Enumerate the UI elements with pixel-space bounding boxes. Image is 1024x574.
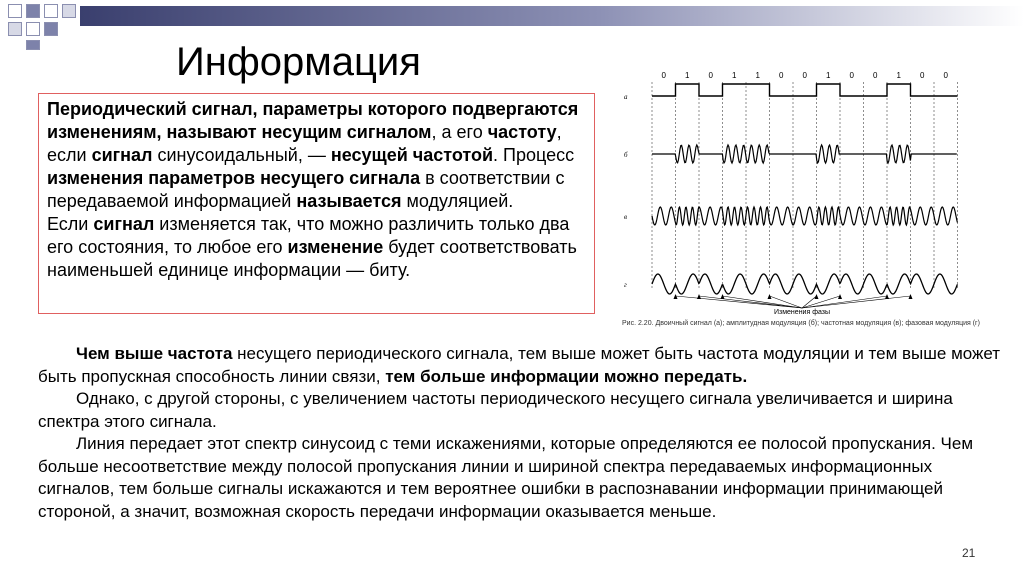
definition-paragraph-1 [47, 98, 594, 213]
bit-label: 1 [896, 71, 901, 80]
body-paragraph-1 [38, 343, 1004, 388]
text-run: несущего периодического сигнала, тем выше может быть частота модуляции и тем выше может быть пропускная способность линии связи, [38, 344, 1001, 386]
phase-arrow [723, 296, 803, 308]
page-number: 21 [962, 546, 976, 560]
text-run: , если [47, 122, 562, 165]
header-gradient-bar [80, 6, 1024, 26]
bit-label: 1 [685, 71, 690, 80]
bold-run: изменения параметров несущего сигнала [47, 168, 421, 188]
bit-label: 0 [943, 71, 948, 80]
text-run: модуляцией. [401, 191, 514, 211]
row-label: г [624, 281, 627, 289]
decor-square [44, 4, 58, 18]
row-label: в [624, 213, 628, 221]
bold-run: изменение [287, 237, 384, 257]
body-paragraph-3: Линия передает этот спектр синусоид с теми искажениями, которые определяются ее полосой пропускания. Чем больше несоответствие между полосой пропускания линии и шириной спектра передаваемых информационных сигналов, тем больше сигналы искажаются и тем вероятнее ошибки в распознавании информации принимающей стороной, а значит, возможная скорость передачи информации оказывается меньше. [38, 434, 974, 521]
modulation-figure [612, 68, 984, 346]
body-text [38, 343, 1004, 523]
bold-run: несущей частотой [330, 145, 494, 165]
decor-square [26, 40, 40, 50]
text-run: будет соответствовать наименьшей единице информации — биту. [47, 237, 577, 280]
definition-box [38, 93, 595, 314]
bit-label: 0 [779, 71, 784, 80]
body-paragraph-2: Однако, с другой стороны, с увеличением частоты периодического несущего сигнала увеличивается и ширина спектра этого сигнала. [38, 389, 953, 431]
bold-run: называется [296, 191, 402, 211]
bold-run: частоту [487, 122, 557, 142]
bit-label: 0 [873, 71, 878, 80]
phase-arrow [676, 296, 803, 308]
text-run: Если [47, 214, 94, 234]
row-label: а [624, 93, 628, 101]
phase-change-label: Изменения фазы [773, 309, 831, 316]
bold-run: сигнал [91, 145, 153, 165]
bit-label: 1 [826, 71, 831, 80]
bit-label: 0 [920, 71, 925, 80]
decor-square [8, 22, 22, 36]
row-label: б [624, 151, 628, 159]
bold-run: тем больше информации можно передать. [385, 366, 748, 386]
decor-square [26, 4, 40, 18]
fm-signal-line [652, 207, 957, 225]
bit-label: 0 [708, 71, 713, 80]
header-decoration [0, 0, 1024, 52]
bit-label: 0 [802, 71, 807, 80]
figure-caption: Рис. 2.20. Двоичный сигнал (а); амплитудная модуляция (б); частотная модуляция (в); фазовая модуляция (г) [622, 320, 980, 327]
digital-signal-line [652, 84, 958, 96]
decor-square [44, 22, 58, 36]
bold-run: Периодический сигнал, параметры которого подвергаются изменениям, называют несущим сигналом [47, 99, 579, 142]
bit-label: 1 [732, 71, 737, 80]
bit-label: 0 [849, 71, 854, 80]
pm-signal-line [652, 274, 957, 294]
bold-run: Чем выше частота [76, 344, 233, 363]
bold-run: сигнал [93, 214, 155, 234]
am-signal-line [652, 145, 957, 163]
phase-arrow-head [815, 294, 819, 299]
text-run: изменяется так, что можно различить только два его состояния, то любое его [47, 214, 570, 257]
decor-square [8, 4, 22, 18]
slide-title: Информация [176, 40, 421, 84]
phase-arrow-head [697, 294, 701, 299]
bit-label: 1 [755, 71, 760, 80]
text-run: , а его [431, 122, 488, 142]
phase-arrow-head [674, 294, 678, 299]
text-run: в соответствии с передаваемой информацией [47, 168, 565, 211]
text-run: . Процесс [493, 145, 575, 165]
decor-square [62, 4, 76, 18]
phase-arrow [802, 296, 911, 308]
phase-arrow-head [909, 294, 913, 299]
definition-paragraph-2 [47, 213, 594, 282]
bit-label: 0 [661, 71, 666, 80]
decor-square [26, 22, 40, 36]
text-run: синусоидальный, — [152, 145, 331, 165]
